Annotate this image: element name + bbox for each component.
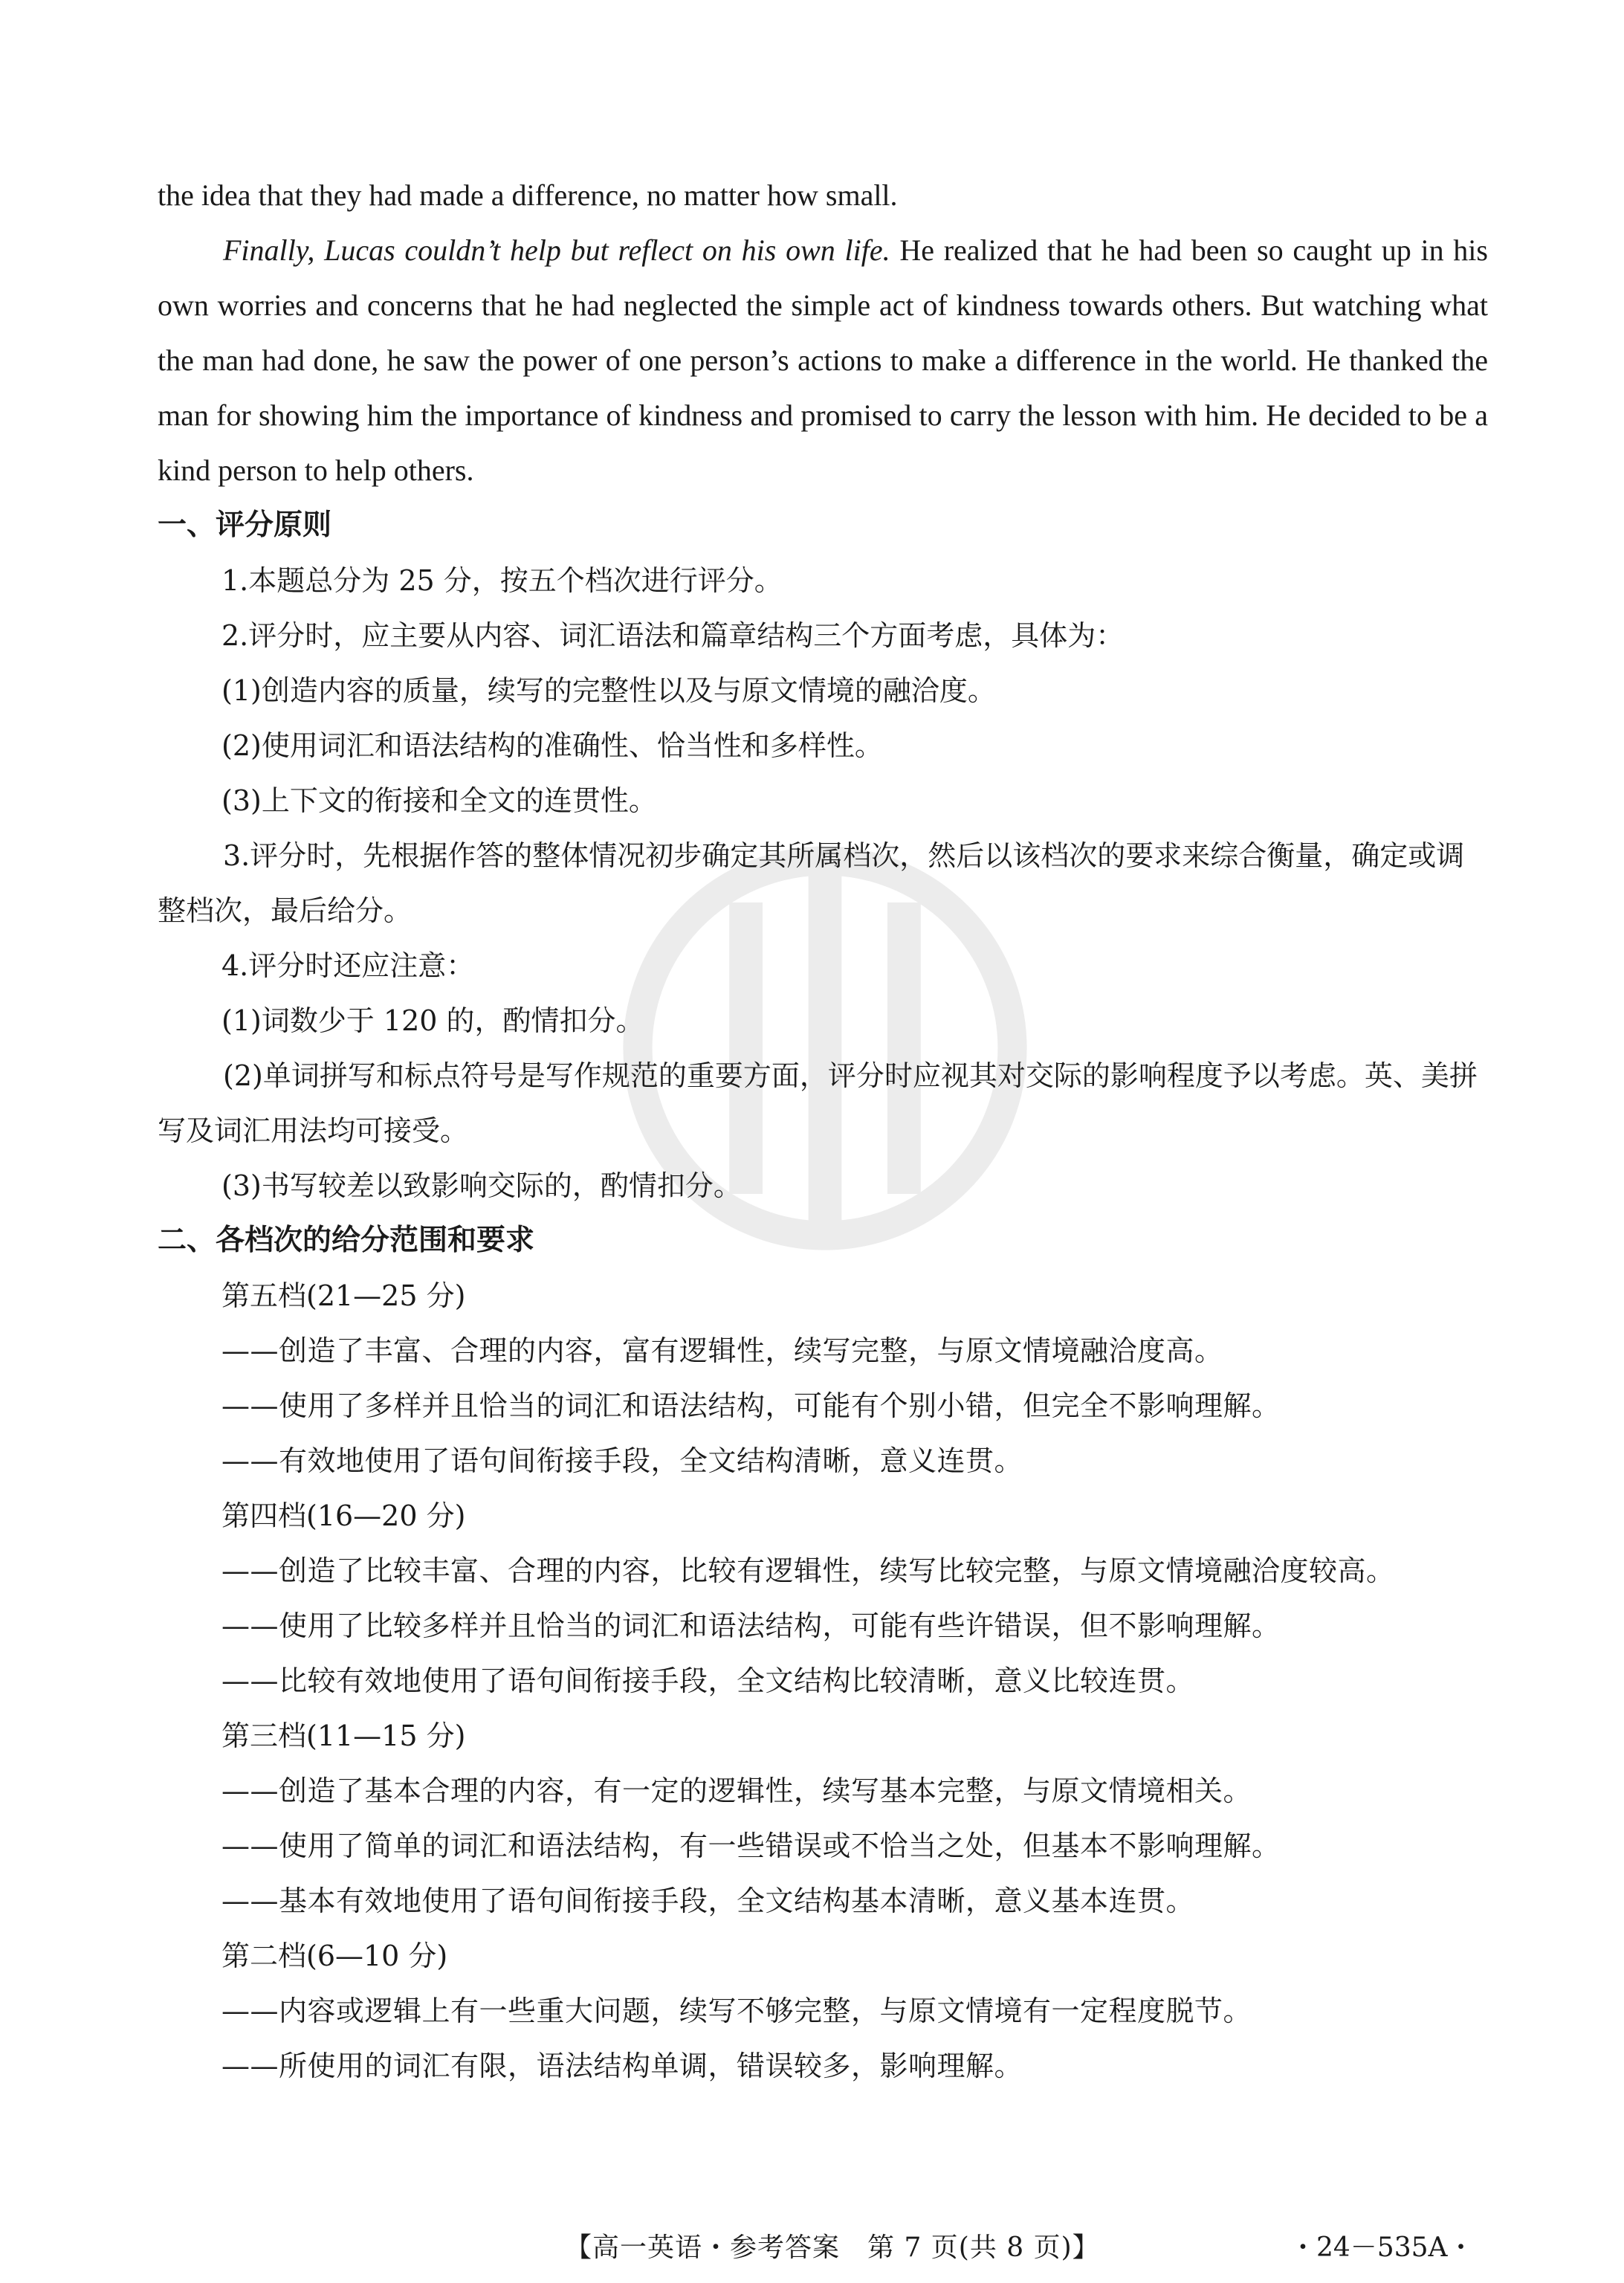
rule-item-4a: (1)词数少于 120 的，酌情扣分。 xyxy=(221,1004,644,1037)
rule-item-2c: (3)上下文的衔接和全文的连贯性。 xyxy=(221,784,657,817)
rule-item-2: 2.评分时，应主要从内容、词汇语法和篇章结构三个方面考虑，具体为： xyxy=(221,619,1125,652)
level-criterion: ——所使用的词汇有限，语法结构单调，错误较多，影响理解。 xyxy=(221,2050,1023,2082)
paragraph-continuation: the idea that they had made a difference, no matter how small. xyxy=(158,178,898,212)
page-footer xyxy=(0,2227,1624,2271)
rule-item-2a: (1)创造内容的质量，续写的完整性以及与原文情境的融洽度。 xyxy=(221,674,996,707)
level-criterion: ——创造了丰富、合理的内容，富有逻辑性，续写完整，与原文情境融洽度高。 xyxy=(221,1334,1223,1367)
level-criterion: ——内容或逻辑上有一些重大问题，续写不够完整，与原文情境有一定程度脱节。 xyxy=(221,1995,1252,2027)
level-title: 第四档(16—20 分) xyxy=(221,1499,466,1532)
rule-item-2b: (2)使用词汇和语法结构的准确性、恰当性和多样性。 xyxy=(221,729,883,762)
section-heading-scoring-principles: 一、评分原则 xyxy=(158,508,332,542)
paragraph-lead-sentence: Finally, Lucas couldn’t help but reflect on his own life. xyxy=(223,233,890,267)
level-criterion: ——创造了基本合理的内容，有一定的逻辑性，续写基本完整，与原文情境相关。 xyxy=(221,1775,1252,1807)
footer-page-info: 【高一英语・参考答案 第 7 页(共 8 页)】 xyxy=(565,2232,1100,2263)
level-criterion: ——有效地使用了语句间衔接手段，全文结构清晰，意义连贯。 xyxy=(221,1444,1023,1477)
rule-item-4c: (3)书写较差以致影响交际的，酌情扣分。 xyxy=(221,1169,742,1202)
level-criterion: ——使用了比较多样并且恰当的词汇和语法结构，可能有些许错误，但不影响理解。 xyxy=(221,1609,1281,1642)
level-title: 第五档(21—25 分) xyxy=(221,1279,466,1312)
level-criterion: ——比较有效地使用了语句间衔接手段，全文结构比较清晰，意义比较连贯。 xyxy=(221,1664,1195,1697)
footer-doc-code: ・24－535A・ xyxy=(1290,2232,1475,2263)
level-title: 第二档(6—10 分) xyxy=(221,1940,448,1972)
rule-item-4: 4.评分时还应注意： xyxy=(221,949,475,982)
document-body xyxy=(158,168,1488,2093)
level-criterion: ——使用了多样并且恰当的词汇和语法结构，可能有个别小错，但完全不影响理解。 xyxy=(221,1389,1281,1422)
section-heading-score-levels: 二、各档次的给分范围和要求 xyxy=(158,1224,535,1257)
level-criterion: ——基本有效地使用了语句间衔接手段，全文结构基本清晰，意义基本连贯。 xyxy=(221,1885,1195,1917)
rule-item-3: 3.评分时，先根据作答的整体情况初步确定其所属档次，然后以该档次的要求来综合衡量，确定或调整档次，最后给分。 xyxy=(158,839,1465,927)
paragraph-finally xyxy=(158,223,1488,498)
rule-item-1: 1.本题总分为 25 分，按五个档次进行评分。 xyxy=(221,564,783,597)
paragraph-body: He realized that he had been so caught up in his own worries and concerns that he had neglected the simple act of kindness towards others. But watching what the man had done, he saw the power of one person’s actions to make a difference in the world. He thanked the man for showing him the importance of kindness and promised to carry the lesson with him. He decided to be a kind person to help others. xyxy=(158,233,1488,487)
rule-item-4b: (2)单词拼写和标点符号是写作规范的重要方面，评分时应视其对交际的影响程度予以考虑。英、美拼写及词汇用法均可接受。 xyxy=(158,1059,1478,1147)
level-criterion: ——使用了简单的词汇和语法结构，有一些错误或不恰当之处，但基本不影响理解。 xyxy=(221,1830,1281,1862)
level-title: 第三档(11—15 分) xyxy=(221,1719,466,1752)
level-criterion: ——创造了比较丰富、合理的内容，比较有逻辑性，续写比较完整，与原文情境融洽度较高。 xyxy=(221,1554,1395,1587)
